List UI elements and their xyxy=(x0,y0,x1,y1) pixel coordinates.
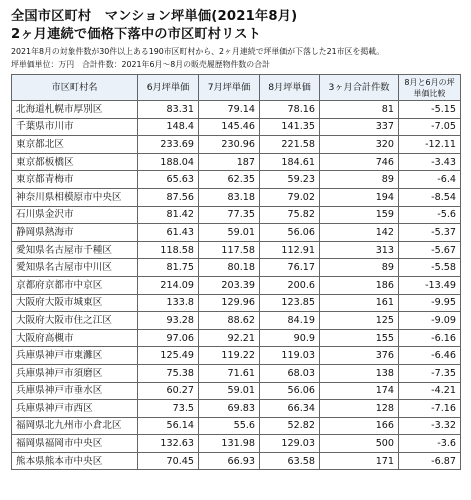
table-row xyxy=(12,136,461,154)
cell-municipality: 兵庫県神戸市須磨区 xyxy=(12,364,138,382)
cell-july-price: 129.96 xyxy=(199,294,260,312)
table-row xyxy=(12,364,461,382)
cell-comparison: -3.43 xyxy=(399,153,461,171)
table-row xyxy=(12,400,461,418)
cell-july-price: 92.21 xyxy=(199,329,260,347)
cell-comparison: -7.05 xyxy=(399,118,461,136)
cell-comparison: -9.09 xyxy=(399,312,461,330)
cell-june-price: 188.04 xyxy=(138,153,199,171)
note-units: 坪単価単位：万円 合計件数：2021年6月～8月の販売履歴物件数の合計 xyxy=(11,60,270,69)
cell-municipality: 東京都北区 xyxy=(12,136,138,154)
cell-municipality: 兵庫県神戸市西区 xyxy=(12,400,138,418)
cell-july-price: 71.61 xyxy=(199,364,260,382)
cell-comparison: -5.15 xyxy=(399,101,461,119)
cell-municipality: 兵庫県神戸市垂水区 xyxy=(12,382,138,400)
cell-comparison: -3.32 xyxy=(399,417,461,435)
cell-comparison: -5.58 xyxy=(399,259,461,277)
cell-july-price: 187 xyxy=(199,153,260,171)
cell-municipality: 福岡県福岡市中央区 xyxy=(12,435,138,453)
cell-august-price: 141.35 xyxy=(260,118,320,136)
table-row xyxy=(12,188,461,206)
cell-august-price: 59.23 xyxy=(260,171,320,189)
title-line-1: 全国市区町村 マンション坪単価(2021年8月) xyxy=(11,9,298,24)
cell-june-price: 81.75 xyxy=(138,259,199,277)
cell-august-price: 76.17 xyxy=(260,259,320,277)
header-august-price: 8月坪単価 xyxy=(260,75,320,101)
header-june-price: 6月坪単価 xyxy=(138,75,199,101)
cell-august-price: 68.03 xyxy=(260,364,320,382)
cell-august-price: 78.16 xyxy=(260,101,320,119)
table-row xyxy=(12,224,461,242)
cell-august-price: 56.06 xyxy=(260,382,320,400)
cell-july-price: 62.35 xyxy=(199,171,260,189)
cell-august-price: 52.82 xyxy=(260,417,320,435)
cell-june-price: 75.38 xyxy=(138,364,199,382)
cell-august-price: 184.61 xyxy=(260,153,320,171)
cell-total-count: 89 xyxy=(320,259,399,277)
cell-august-price: 63.58 xyxy=(260,452,320,470)
table-header-row xyxy=(12,75,461,101)
cell-june-price: 133.8 xyxy=(138,294,199,312)
cell-total-count: 142 xyxy=(320,224,399,242)
cell-july-price: 88.62 xyxy=(199,312,260,330)
cell-comparison: -6.4 xyxy=(399,171,461,189)
cell-total-count: 128 xyxy=(320,400,399,418)
cell-total-count: 159 xyxy=(320,206,399,224)
cell-comparison: -3.6 xyxy=(399,435,461,453)
cell-june-price: 93.28 xyxy=(138,312,199,330)
cell-june-price: 214.09 xyxy=(138,276,199,294)
cell-august-price: 119.03 xyxy=(260,347,320,365)
cell-august-price: 75.82 xyxy=(260,206,320,224)
cell-municipality: 愛知県名古屋市千種区 xyxy=(12,241,138,259)
header-name: 市区町村名 xyxy=(12,75,138,101)
table-row xyxy=(12,118,461,136)
cell-june-price: 87.56 xyxy=(138,188,199,206)
cell-comparison: -12.11 xyxy=(399,136,461,154)
cell-july-price: 117.58 xyxy=(199,241,260,259)
cell-municipality: 大阪府高槻市 xyxy=(12,329,138,347)
cell-municipality: 北海道札幌市厚別区 xyxy=(12,101,138,119)
cell-june-price: 125.49 xyxy=(138,347,199,365)
cell-comparison: -4.21 xyxy=(399,382,461,400)
cell-june-price: 65.63 xyxy=(138,171,199,189)
table-row xyxy=(12,206,461,224)
cell-july-price: 66.93 xyxy=(199,452,260,470)
title-line-2: 2ヶ月連続で価格下落中の市区町村リスト xyxy=(11,27,262,42)
cell-total-count: 155 xyxy=(320,329,399,347)
cell-total-count: 125 xyxy=(320,312,399,330)
cell-july-price: 83.18 xyxy=(199,188,260,206)
cell-june-price: 81.42 xyxy=(138,206,199,224)
header-comparison: 8月と6月の坪単価比較 xyxy=(399,75,461,101)
cell-total-count: 313 xyxy=(320,241,399,259)
cell-municipality: 愛知県名古屋市中川区 xyxy=(12,259,138,277)
cell-total-count: 138 xyxy=(320,364,399,382)
table-row xyxy=(12,241,461,259)
cell-municipality: 大阪府大阪市城東区 xyxy=(12,294,138,312)
cell-municipality: 千葉県市川市 xyxy=(12,118,138,136)
cell-august-price: 84.19 xyxy=(260,312,320,330)
cell-total-count: 89 xyxy=(320,171,399,189)
cell-municipality: 静岡県熱海市 xyxy=(12,224,138,242)
cell-june-price: 56.14 xyxy=(138,417,199,435)
cell-total-count: 337 xyxy=(320,118,399,136)
cell-total-count: 500 xyxy=(320,435,399,453)
cell-june-price: 70.45 xyxy=(138,452,199,470)
cell-june-price: 73.5 xyxy=(138,400,199,418)
cell-comparison: -8.54 xyxy=(399,188,461,206)
cell-municipality: 京都府京都市中京区 xyxy=(12,276,138,294)
cell-total-count: 81 xyxy=(320,101,399,119)
cell-august-price: 129.03 xyxy=(260,435,320,453)
table-row xyxy=(12,312,461,330)
cell-comparison: -6.16 xyxy=(399,329,461,347)
table-row xyxy=(12,276,461,294)
cell-municipality: 東京都青梅市 xyxy=(12,171,138,189)
table-row xyxy=(12,153,461,171)
cell-comparison: -6.87 xyxy=(399,452,461,470)
cell-june-price: 233.69 xyxy=(138,136,199,154)
cell-total-count: 194 xyxy=(320,188,399,206)
cell-total-count: 746 xyxy=(320,153,399,171)
table-row xyxy=(12,382,461,400)
cell-comparison: -7.16 xyxy=(399,400,461,418)
cell-total-count: 376 xyxy=(320,347,399,365)
cell-total-count: 161 xyxy=(320,294,399,312)
cell-municipality: 大阪府大阪市住之江区 xyxy=(12,312,138,330)
table-row xyxy=(12,329,461,347)
table-body xyxy=(12,101,461,470)
cell-june-price: 60.27 xyxy=(138,382,199,400)
table-row xyxy=(12,259,461,277)
cell-comparison: -7.35 xyxy=(399,364,461,382)
table-row xyxy=(12,417,461,435)
cell-municipality: 熊本県熊本市中央区 xyxy=(12,452,138,470)
cell-july-price: 79.14 xyxy=(199,101,260,119)
table-row xyxy=(12,452,461,470)
cell-comparison: -5.67 xyxy=(399,241,461,259)
table-row xyxy=(12,171,461,189)
cell-comparison: -6.46 xyxy=(399,347,461,365)
cell-june-price: 97.06 xyxy=(138,329,199,347)
cell-total-count: 166 xyxy=(320,417,399,435)
cell-june-price: 83.31 xyxy=(138,101,199,119)
cell-municipality: 神奈川県相模原市中央区 xyxy=(12,188,138,206)
cell-july-price: 230.96 xyxy=(199,136,260,154)
cell-comparison: -5.6 xyxy=(399,206,461,224)
cell-june-price: 132.63 xyxy=(138,435,199,453)
cell-august-price: 66.34 xyxy=(260,400,320,418)
cell-july-price: 59.01 xyxy=(199,382,260,400)
table-row xyxy=(12,435,461,453)
cell-august-price: 123.85 xyxy=(260,294,320,312)
note-criteria: 2021年8月の対象件数が30件以上ある190市区町村から、2ヶ月連続で坪単価が下落した21市区を掲載。 xyxy=(11,47,385,56)
cell-july-price: 69.83 xyxy=(199,400,260,418)
cell-total-count: 186 xyxy=(320,276,399,294)
cell-july-price: 131.98 xyxy=(199,435,260,453)
header-july-price: 7月坪単価 xyxy=(199,75,260,101)
table-row xyxy=(12,101,461,119)
cell-comparison: -9.95 xyxy=(399,294,461,312)
cell-june-price: 148.4 xyxy=(138,118,199,136)
cell-august-price: 200.6 xyxy=(260,276,320,294)
cell-total-count: 174 xyxy=(320,382,399,400)
cell-comparison: -13.49 xyxy=(399,276,461,294)
cell-total-count: 171 xyxy=(320,452,399,470)
cell-july-price: 119.22 xyxy=(199,347,260,365)
cell-june-price: 118.58 xyxy=(138,241,199,259)
header-total-count: 3ヶ月合計件数 xyxy=(320,75,399,101)
cell-municipality: 石川県金沢市 xyxy=(12,206,138,224)
cell-municipality: 東京都板橋区 xyxy=(12,153,138,171)
cell-comparison: -5.37 xyxy=(399,224,461,242)
cell-august-price: 90.9 xyxy=(260,329,320,347)
cell-august-price: 112.91 xyxy=(260,241,320,259)
cell-june-price: 61.43 xyxy=(138,224,199,242)
table-row xyxy=(12,294,461,312)
cell-municipality: 福岡県北九州市小倉北区 xyxy=(12,417,138,435)
cell-august-price: 221.58 xyxy=(260,136,320,154)
cell-july-price: 55.6 xyxy=(199,417,260,435)
cell-municipality: 兵庫県神戸市東灘区 xyxy=(12,347,138,365)
cell-august-price: 56.06 xyxy=(260,224,320,242)
price-table xyxy=(11,74,461,470)
cell-july-price: 77.35 xyxy=(199,206,260,224)
cell-august-price: 79.02 xyxy=(260,188,320,206)
cell-july-price: 203.39 xyxy=(199,276,260,294)
table-row xyxy=(12,347,461,365)
cell-july-price: 59.01 xyxy=(199,224,260,242)
cell-total-count: 320 xyxy=(320,136,399,154)
cell-july-price: 80.18 xyxy=(199,259,260,277)
cell-july-price: 145.46 xyxy=(199,118,260,136)
